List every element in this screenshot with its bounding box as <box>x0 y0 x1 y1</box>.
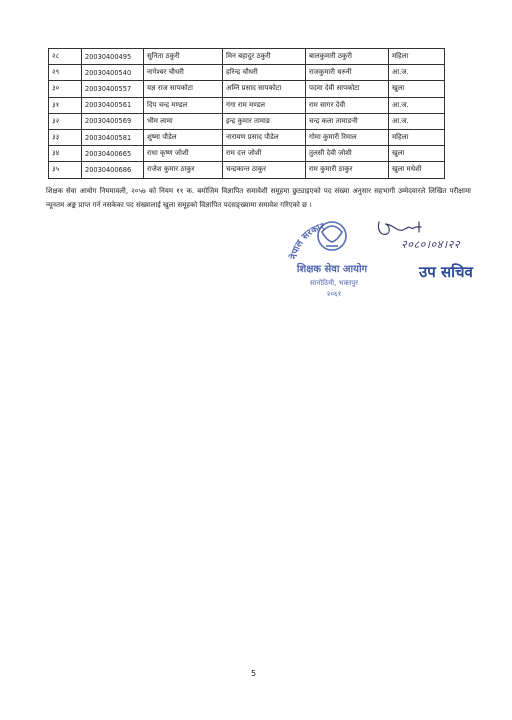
table-row <box>49 49 445 65</box>
roll-number-cell: 20030400665 <box>82 146 144 162</box>
candidate-name-cell: दिप चन्द्र मण्डल <box>144 97 223 113</box>
roll-number-cell: 20030400557 <box>82 81 144 97</box>
candidate-name-cell: सुनिता ठकुरी <box>144 49 223 65</box>
father-name-cell: मिन बहादुर ठकुरी <box>223 49 306 65</box>
candidate-name-cell: शुष्मा पौडेल <box>144 129 223 145</box>
candidate-name-cell: राधा कृष्ण जोशी <box>144 146 223 162</box>
candidate-name-cell: नागेश्वर चौधरी <box>144 65 223 81</box>
note-paragraph: शिक्षक सेवा आयोग नियमावली, २०५७ को नियम ११ क. बमोजिम विज्ञापित समावेशी समूहमा छुट्याइएको पद संख्या अनुसार सहभागी उम्मेदवारले लिखित परीक्षामा न्यूनतम अङ्क प्राप्त गर्न नसकेका पद संख्यालाई खुला समूहको विज्ञापित पदसङ्ख्यामा समावेश गरिएको छ । <box>46 187 471 209</box>
roll-number-cell: 20030400581 <box>82 129 144 145</box>
roll-number-cell: 20030400569 <box>82 113 144 129</box>
candidate-table-body <box>49 49 445 179</box>
father-name-cell: नारायण प्रसाद पौडेल <box>223 129 306 145</box>
grandparent-name-cell: राम कुमारी ठाकुर <box>306 162 389 178</box>
serial-cell: ३० <box>49 81 82 97</box>
candidate-name-cell: राजेश कुमार ठाकुर <box>144 162 223 178</box>
candidate-name-cell: भीम लामा <box>144 113 223 129</box>
table-row <box>49 146 445 162</box>
table-row <box>49 113 445 129</box>
category-cell: खुला मधेशी <box>389 162 445 178</box>
category-cell: खुला <box>389 81 445 97</box>
table-row <box>49 97 445 113</box>
serial-cell: ३५ <box>49 162 82 178</box>
category-cell: आ.ज. <box>389 113 445 129</box>
grandparent-name-cell: राजकुमारी थरुनी <box>306 65 389 81</box>
table-row <box>49 81 445 97</box>
category-cell: आ.ज. <box>389 97 445 113</box>
seal-text-line-1: नेपाल सरकार <box>289 221 326 261</box>
grandparent-name-cell: गोमा कुमारी रिमाल <box>306 129 389 145</box>
father-name-cell: गंगा राम मण्डल <box>223 97 306 113</box>
roll-number-cell: 20030400686 <box>82 162 144 178</box>
serial-cell: ३१ <box>49 97 82 113</box>
serial-cell: ३४ <box>49 146 82 162</box>
seal-text-line-3: सानोठिमी, भक्तपुर <box>309 279 359 287</box>
category-cell: खुला <box>389 146 445 162</box>
roll-number-cell: 20030400540 <box>82 65 144 81</box>
grandparent-name-cell: बालकुमारी ठकुरी <box>306 49 389 65</box>
serial-cell: २९ <box>49 65 82 81</box>
father-name-cell: चन्द्रकान्त ठाकुर <box>223 162 306 178</box>
candidate-table <box>48 48 445 179</box>
serial-cell: ३३ <box>49 129 82 145</box>
table-row <box>49 129 445 145</box>
category-cell: आ.ज. <box>389 65 445 81</box>
category-cell: महिला <box>389 129 445 145</box>
table-row <box>49 65 445 81</box>
page-number: 5 <box>251 669 257 678</box>
serial-cell: २८ <box>49 49 82 65</box>
grandparent-name-cell: पदमा देवी सापकोटा <box>306 81 389 97</box>
roll-number-cell: 20030400495 <box>82 49 144 65</box>
father-name-cell: हरिन्द्र चौधरी <box>223 65 306 81</box>
grandparent-name-cell: तुलसी देवी जोशी <box>306 146 389 162</box>
father-name-cell: राम दत्त जोशी <box>223 146 306 162</box>
seal-text-line-2: शिक्षक सेवा आयोग <box>296 264 368 275</box>
father-name-cell: अम्नि प्रसाद सापकोटा <box>223 81 306 97</box>
table-row <box>49 162 445 178</box>
signature-date: २०८०।०४।२२ <box>401 238 461 251</box>
category-cell: महिला <box>389 49 445 65</box>
father-name-cell: इन्द्र कुमार तामाङ <box>223 113 306 129</box>
grandparent-name-cell: चन्द्र कला तामाङनी <box>306 113 389 129</box>
candidate-name-cell: यज्ञ राज सापकोटा <box>144 81 223 97</box>
designation-label: उप सचिव <box>419 263 473 281</box>
serial-cell: ३२ <box>49 113 82 129</box>
government-seal-icon <box>282 212 382 310</box>
seal-text-line-4: २०६१ <box>326 290 342 298</box>
grandparent-name-cell: राम सागर देवी <box>306 97 389 113</box>
roll-number-cell: 20030400561 <box>82 97 144 113</box>
